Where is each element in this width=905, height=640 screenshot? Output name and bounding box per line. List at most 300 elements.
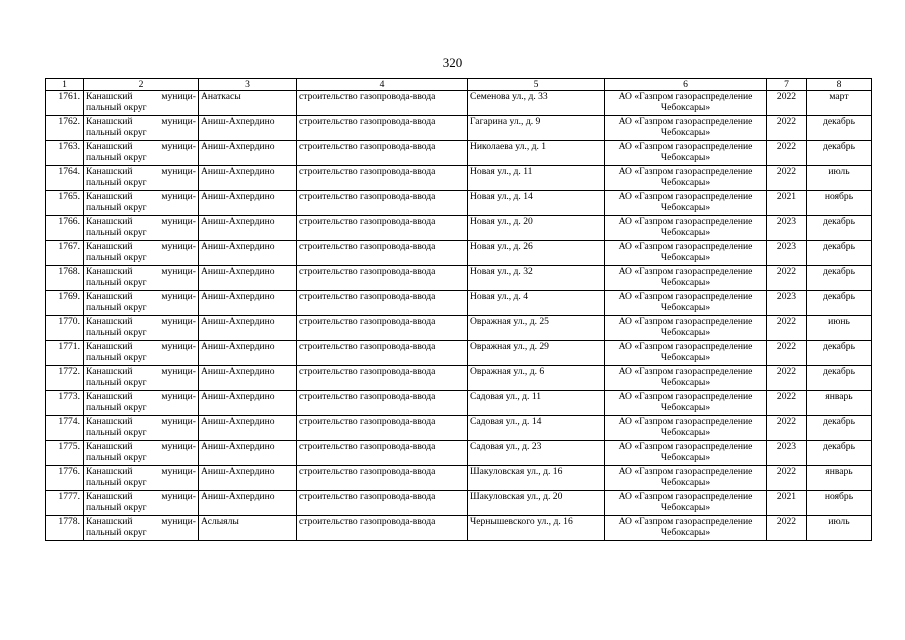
row-number: 1773. bbox=[58, 391, 80, 402]
month: декабрь bbox=[823, 441, 855, 452]
work-type-cell bbox=[297, 366, 468, 391]
village-name: Аниш-Ахпердино bbox=[201, 216, 275, 227]
month: январь bbox=[825, 391, 853, 402]
municipality-cell bbox=[84, 316, 199, 341]
column-header: 8 bbox=[807, 79, 872, 91]
organization-cell bbox=[605, 441, 767, 466]
municipality-type-start: муници- bbox=[161, 166, 196, 177]
municipality-name: Канашский bbox=[86, 266, 133, 277]
row-number: 1762. bbox=[58, 116, 80, 127]
address-cell bbox=[468, 216, 605, 241]
month-cell bbox=[807, 141, 872, 166]
organization-line-2: Чебоксары» bbox=[660, 377, 711, 388]
village-cell bbox=[199, 366, 297, 391]
municipality-cell bbox=[84, 191, 199, 216]
year: 2023 bbox=[776, 216, 797, 227]
village-cell bbox=[199, 291, 297, 316]
month: декабрь bbox=[823, 366, 855, 377]
municipality-cell bbox=[84, 466, 199, 491]
organization-line-2: Чебоксары» bbox=[660, 427, 711, 438]
table-row bbox=[46, 141, 872, 166]
organization-line-2: Чебоксары» bbox=[660, 352, 711, 363]
organization-line-1: АО «Газпром газораспределение bbox=[618, 491, 753, 502]
organization-line-1: АО «Газпром газораспределение bbox=[618, 166, 753, 177]
address: Новая ул., д. 14 bbox=[470, 191, 533, 202]
row-number: 1761. bbox=[58, 91, 80, 102]
organization-line-1: АО «Газпром газораспределение bbox=[618, 466, 753, 477]
municipality-name: Канашский bbox=[86, 491, 133, 502]
month-cell bbox=[807, 116, 872, 141]
municipality-type-start: муници- bbox=[161, 141, 196, 152]
table-row bbox=[46, 241, 872, 266]
municipality-type-end: пальный округ bbox=[86, 452, 147, 463]
address-cell bbox=[468, 266, 605, 291]
address: Овражная ул., д. 29 bbox=[470, 341, 549, 352]
municipality-type-end: пальный округ bbox=[86, 502, 147, 513]
village-cell bbox=[199, 391, 297, 416]
village-cell bbox=[199, 516, 297, 541]
year: 2021 bbox=[776, 491, 797, 502]
year-cell bbox=[767, 266, 807, 291]
row-number-cell bbox=[46, 166, 84, 191]
organization-line-1: АО «Газпром газораспределение bbox=[618, 291, 753, 302]
month-cell bbox=[807, 516, 872, 541]
address: Новая ул., д. 32 bbox=[470, 266, 533, 277]
village-name: Аслыялы bbox=[201, 516, 239, 527]
municipality-cell bbox=[84, 441, 199, 466]
village-name: Аниш-Ахпердино bbox=[201, 391, 275, 402]
village-cell bbox=[199, 316, 297, 341]
work-type-cell bbox=[297, 141, 468, 166]
village-name: Аниш-Ахпердино bbox=[201, 366, 275, 377]
municipality-type-end: пальный округ bbox=[86, 352, 147, 363]
work-type: строительство газопровода-ввода bbox=[299, 141, 436, 152]
organization-line-1: АО «Газпром газораспределение bbox=[618, 441, 753, 452]
municipality-cell bbox=[84, 491, 199, 516]
village-name: Аниш-Ахпердино bbox=[201, 316, 275, 327]
municipality-name: Канашский bbox=[86, 191, 133, 202]
year: 2021 bbox=[776, 191, 797, 202]
organization-line-1: АО «Газпром газораспределение bbox=[618, 516, 753, 527]
work-type: строительство газопровода-ввода bbox=[299, 266, 436, 277]
year-cell bbox=[767, 491, 807, 516]
column-header: 1 bbox=[46, 79, 84, 91]
work-type-cell bbox=[297, 166, 468, 191]
work-type-cell bbox=[297, 91, 468, 116]
village-name: Аниш-Ахпердино bbox=[201, 266, 275, 277]
municipality-cell bbox=[84, 366, 199, 391]
municipality-cell bbox=[84, 241, 199, 266]
month-cell bbox=[807, 466, 872, 491]
year-cell bbox=[767, 441, 807, 466]
municipality-name: Канашский bbox=[86, 441, 133, 452]
year: 2022 bbox=[776, 166, 797, 177]
address: Новая ул., д. 11 bbox=[470, 166, 533, 177]
year-cell bbox=[767, 416, 807, 441]
municipality-name: Канашский bbox=[86, 116, 133, 127]
address: Садовая ул., д. 23 bbox=[470, 441, 542, 452]
month: июль bbox=[828, 166, 850, 177]
month-cell bbox=[807, 91, 872, 116]
village-cell bbox=[199, 116, 297, 141]
municipality-name: Канашский bbox=[86, 391, 133, 402]
address: Садовая ул., д. 14 bbox=[470, 416, 542, 427]
municipality-cell bbox=[84, 391, 199, 416]
municipality-cell bbox=[84, 516, 199, 541]
year: 2022 bbox=[776, 366, 797, 377]
village-cell bbox=[199, 191, 297, 216]
year: 2022 bbox=[776, 316, 797, 327]
municipality-type-start: муници- bbox=[161, 216, 196, 227]
municipality-type-end: пальный округ bbox=[86, 152, 147, 163]
row-number-cell bbox=[46, 366, 84, 391]
municipality-name: Канашский bbox=[86, 466, 133, 477]
year-cell bbox=[767, 191, 807, 216]
village-name: Аниш-Ахпердино bbox=[201, 191, 275, 202]
work-type-cell bbox=[297, 266, 468, 291]
month-cell bbox=[807, 341, 872, 366]
municipality-type-start: муници- bbox=[161, 516, 196, 527]
table-row bbox=[46, 466, 872, 491]
municipality-name: Канашский bbox=[86, 141, 133, 152]
row-number: 1766. bbox=[58, 216, 80, 227]
village-cell bbox=[199, 241, 297, 266]
month-cell bbox=[807, 491, 872, 516]
work-type: строительство газопровода-ввода bbox=[299, 491, 436, 502]
organization-line-1: АО «Газпром газораспределение bbox=[618, 366, 753, 377]
row-number: 1774. bbox=[58, 416, 80, 427]
organization-line-1: АО «Газпром газораспределение bbox=[618, 216, 753, 227]
municipality-name: Канашский bbox=[86, 416, 133, 427]
village-cell bbox=[199, 266, 297, 291]
municipality-cell bbox=[84, 141, 199, 166]
year-cell bbox=[767, 216, 807, 241]
organization-line-2: Чебоксары» bbox=[660, 177, 711, 188]
row-number: 1763. bbox=[58, 141, 80, 152]
row-number: 1765. bbox=[58, 191, 80, 202]
municipality-type-end: пальный округ bbox=[86, 527, 147, 538]
month-cell bbox=[807, 166, 872, 191]
organization-line-1: АО «Газпром газораспределение bbox=[618, 116, 753, 127]
month: декабрь bbox=[823, 241, 855, 252]
village-cell bbox=[199, 141, 297, 166]
address: Овражная ул., д. 25 bbox=[470, 316, 549, 327]
table-row bbox=[46, 366, 872, 391]
year: 2022 bbox=[776, 341, 797, 352]
municipality-type-start: муници- bbox=[161, 441, 196, 452]
year-cell bbox=[767, 141, 807, 166]
village-cell bbox=[199, 466, 297, 491]
month: декабрь bbox=[823, 116, 855, 127]
year-cell bbox=[767, 116, 807, 141]
work-type-cell bbox=[297, 116, 468, 141]
address-cell bbox=[468, 441, 605, 466]
month-cell bbox=[807, 316, 872, 341]
year: 2022 bbox=[776, 516, 797, 527]
month: ноябрь bbox=[824, 191, 854, 202]
column-header: 6 bbox=[605, 79, 767, 91]
row-number-cell bbox=[46, 516, 84, 541]
village-name: Аниш-Ахпердино bbox=[201, 341, 275, 352]
row-number: 1772. bbox=[58, 366, 80, 377]
address: Шакуловская ул., д. 20 bbox=[470, 491, 563, 502]
month-cell bbox=[807, 216, 872, 241]
year: 2022 bbox=[776, 91, 797, 102]
work-type: строительство газопровода-ввода bbox=[299, 441, 436, 452]
month: июль bbox=[828, 516, 850, 527]
page-number: 320 bbox=[442, 55, 463, 70]
address: Новая ул., д. 4 bbox=[470, 291, 529, 302]
municipality-cell bbox=[84, 166, 199, 191]
address-cell bbox=[468, 316, 605, 341]
column-header: 5 bbox=[468, 79, 605, 91]
month: декабрь bbox=[823, 216, 855, 227]
municipality-name: Канашский bbox=[86, 341, 133, 352]
work-type: строительство газопровода-ввода bbox=[299, 316, 436, 327]
municipality-type-end: пальный округ bbox=[86, 427, 147, 438]
village-name: Аниш-Ахпердино bbox=[201, 466, 275, 477]
address-cell bbox=[468, 516, 605, 541]
organization-cell bbox=[605, 391, 767, 416]
year: 2023 bbox=[776, 241, 797, 252]
municipality-cell bbox=[84, 91, 199, 116]
year-cell bbox=[767, 241, 807, 266]
village-cell bbox=[199, 341, 297, 366]
organization-line-2: Чебоксары» bbox=[660, 102, 711, 113]
address-cell bbox=[468, 291, 605, 316]
row-number-cell bbox=[46, 216, 84, 241]
village-name: Аниш-Ахпердино bbox=[201, 416, 275, 427]
village-cell bbox=[199, 491, 297, 516]
organization-cell bbox=[605, 466, 767, 491]
organization-line-1: АО «Газпром газораспределение bbox=[618, 266, 753, 277]
table-row bbox=[46, 166, 872, 191]
work-type: строительство газопровода-ввода bbox=[299, 341, 436, 352]
work-type: строительство газопровода-ввода bbox=[299, 241, 436, 252]
year: 2022 bbox=[776, 416, 797, 427]
municipality-type-end: пальный округ bbox=[86, 327, 147, 338]
municipality-type-end: пальный округ bbox=[86, 252, 147, 263]
work-type: строительство газопровода-ввода bbox=[299, 116, 436, 127]
address: Садовая ул., д. 11 bbox=[470, 391, 542, 402]
organization-cell bbox=[605, 241, 767, 266]
organization-line-1: АО «Газпром газораспределение bbox=[618, 91, 753, 102]
row-number: 1764. bbox=[58, 166, 80, 177]
address-cell bbox=[468, 241, 605, 266]
table-row bbox=[46, 91, 872, 116]
organization-cell bbox=[605, 341, 767, 366]
organization-cell bbox=[605, 266, 767, 291]
year-cell bbox=[767, 291, 807, 316]
address-cell bbox=[468, 191, 605, 216]
organization-line-2: Чебоксары» bbox=[660, 202, 711, 213]
work-type: строительство газопровода-ввода bbox=[299, 291, 436, 302]
organization-cell bbox=[605, 216, 767, 241]
village-cell bbox=[199, 441, 297, 466]
month: июнь bbox=[828, 316, 850, 327]
work-type-cell bbox=[297, 291, 468, 316]
organization-line-1: АО «Газпром газораспределение bbox=[618, 316, 753, 327]
table-row bbox=[46, 391, 872, 416]
municipality-type-end: пальный округ bbox=[86, 302, 147, 313]
organization-line-2: Чебоксары» bbox=[660, 327, 711, 338]
organization-cell bbox=[605, 116, 767, 141]
row-number-cell bbox=[46, 466, 84, 491]
municipality-type-end: пальный округ bbox=[86, 477, 147, 488]
organization-line-2: Чебоксары» bbox=[660, 527, 711, 538]
municipality-cell bbox=[84, 291, 199, 316]
table-row bbox=[46, 516, 872, 541]
year: 2023 bbox=[776, 441, 797, 452]
organization-cell bbox=[605, 141, 767, 166]
municipality-cell bbox=[84, 266, 199, 291]
row-number-cell bbox=[46, 491, 84, 516]
row-number-cell bbox=[46, 291, 84, 316]
row-number-cell bbox=[46, 191, 84, 216]
village-name: Аниш-Ахпердино bbox=[201, 166, 275, 177]
village-name: Аниш-Ахпердино bbox=[201, 291, 275, 302]
municipality-cell bbox=[84, 416, 199, 441]
row-number-cell bbox=[46, 341, 84, 366]
table-row bbox=[46, 216, 872, 241]
work-type: строительство газопровода-ввода bbox=[299, 416, 436, 427]
gas-pipeline-table bbox=[45, 78, 872, 541]
year-cell bbox=[767, 316, 807, 341]
work-type-cell bbox=[297, 241, 468, 266]
column-header: 7 bbox=[767, 79, 807, 91]
village-cell bbox=[199, 416, 297, 441]
work-type: строительство газопровода-ввода bbox=[299, 216, 436, 227]
year-cell bbox=[767, 391, 807, 416]
organization-line-2: Чебоксары» bbox=[660, 302, 711, 313]
village-name: Аниш-Ахпердино bbox=[201, 141, 275, 152]
organization-cell bbox=[605, 491, 767, 516]
year: 2022 bbox=[776, 391, 797, 402]
organization-cell bbox=[605, 516, 767, 541]
organization-line-2: Чебоксары» bbox=[660, 152, 711, 163]
address-cell bbox=[468, 91, 605, 116]
row-number-cell bbox=[46, 316, 84, 341]
work-type-cell bbox=[297, 416, 468, 441]
village-cell bbox=[199, 91, 297, 116]
year-cell bbox=[767, 91, 807, 116]
organization-cell bbox=[605, 91, 767, 116]
organization-line-1: АО «Газпром газораспределение bbox=[618, 191, 753, 202]
table-row bbox=[46, 341, 872, 366]
organization-line-2: Чебоксары» bbox=[660, 277, 711, 288]
municipality-type-end: пальный округ bbox=[86, 402, 147, 413]
month-cell bbox=[807, 291, 872, 316]
municipality-name: Канашский bbox=[86, 316, 133, 327]
work-type-cell bbox=[297, 316, 468, 341]
organization-line-2: Чебоксары» bbox=[660, 452, 711, 463]
municipality-type-start: муници- bbox=[161, 191, 196, 202]
table-body bbox=[46, 91, 872, 541]
table-row bbox=[46, 416, 872, 441]
address-cell bbox=[468, 466, 605, 491]
municipality-type-start: муници- bbox=[161, 341, 196, 352]
municipality-type-start: муници- bbox=[161, 91, 196, 102]
municipality-name: Канашский bbox=[86, 216, 133, 227]
row-number-cell bbox=[46, 416, 84, 441]
organization-line-1: АО «Газпром газораспределение bbox=[618, 141, 753, 152]
organization-cell bbox=[605, 316, 767, 341]
table-row bbox=[46, 191, 872, 216]
row-number: 1769. bbox=[58, 291, 80, 302]
month-cell bbox=[807, 391, 872, 416]
address: Чернышевского ул., д. 16 bbox=[470, 516, 573, 527]
month: декабрь bbox=[823, 141, 855, 152]
address: Николаева ул., д. 1 bbox=[470, 141, 547, 152]
address-cell bbox=[468, 366, 605, 391]
municipality-type-end: пальный округ bbox=[86, 177, 147, 188]
municipality-type-end: пальный округ bbox=[86, 202, 147, 213]
village-name: Аниш-Ахпердино bbox=[201, 441, 275, 452]
year-cell bbox=[767, 516, 807, 541]
address-cell bbox=[468, 491, 605, 516]
address: Семенова ул., д. 33 bbox=[470, 91, 548, 102]
organization-line-2: Чебоксары» bbox=[660, 127, 711, 138]
municipality-name: Канашский bbox=[86, 241, 133, 252]
organization-cell bbox=[605, 366, 767, 391]
organization-line-2: Чебоксары» bbox=[660, 227, 711, 238]
work-type-cell bbox=[297, 441, 468, 466]
row-number-cell bbox=[46, 141, 84, 166]
table-row bbox=[46, 441, 872, 466]
month: декабрь bbox=[823, 266, 855, 277]
row-number: 1771. bbox=[58, 341, 80, 352]
municipality-type-start: муници- bbox=[161, 266, 196, 277]
year: 2022 bbox=[776, 466, 797, 477]
work-type-cell bbox=[297, 216, 468, 241]
address-cell bbox=[468, 141, 605, 166]
year-cell bbox=[767, 341, 807, 366]
organization-line-1: АО «Газпром газораспределение bbox=[618, 391, 753, 402]
work-type-cell bbox=[297, 341, 468, 366]
municipality-type-start: муници- bbox=[161, 466, 196, 477]
work-type: строительство газопровода-ввода bbox=[299, 91, 436, 102]
work-type-cell bbox=[297, 191, 468, 216]
work-type: строительство газопровода-ввода bbox=[299, 191, 436, 202]
row-number-cell bbox=[46, 116, 84, 141]
address-cell bbox=[468, 341, 605, 366]
address-cell bbox=[468, 416, 605, 441]
organization-line-1: АО «Газпром газораспределение bbox=[618, 341, 753, 352]
address-cell bbox=[468, 391, 605, 416]
month: ноябрь bbox=[824, 491, 854, 502]
row-number: 1768. bbox=[58, 266, 80, 277]
work-type: строительство газопровода-ввода bbox=[299, 516, 436, 527]
table-row bbox=[46, 116, 872, 141]
municipality-type-start: муници- bbox=[161, 366, 196, 377]
column-header: 4 bbox=[297, 79, 468, 91]
work-type-cell bbox=[297, 466, 468, 491]
month: январь bbox=[825, 466, 853, 477]
organization-line-2: Чебоксары» bbox=[660, 477, 711, 488]
address: Новая ул., д. 20 bbox=[470, 216, 533, 227]
organization-line-2: Чебоксары» bbox=[660, 502, 711, 513]
year: 2022 bbox=[776, 266, 797, 277]
municipality-type-start: муници- bbox=[161, 416, 196, 427]
organization-line-1: АО «Газпром газораспределение bbox=[618, 241, 753, 252]
month-cell bbox=[807, 241, 872, 266]
column-number-row bbox=[46, 79, 872, 91]
month: декабрь bbox=[823, 291, 855, 302]
village-name: Аниш-Ахпердино bbox=[201, 241, 275, 252]
municipality-type-start: муници- bbox=[161, 316, 196, 327]
row-number: 1777. bbox=[58, 491, 80, 502]
municipality-name: Канашский bbox=[86, 91, 133, 102]
